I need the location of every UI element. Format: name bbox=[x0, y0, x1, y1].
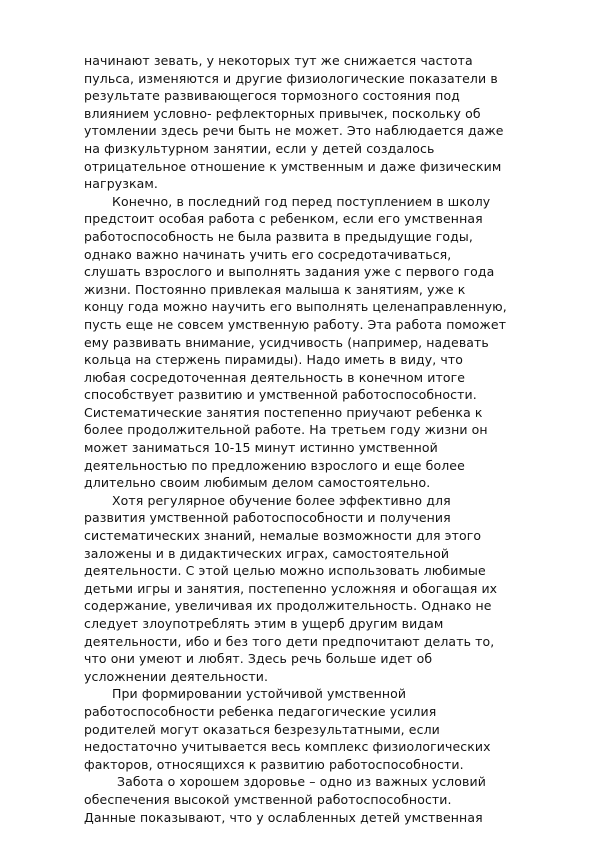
text-line: кольца на стержень пирамиды). Надо иметь в виду, что bbox=[84, 352, 464, 368]
text-line: концу года можно научить его выполнять целенаправленную, bbox=[84, 299, 507, 315]
text-line: длительно своим любимым делом самостоятельно. bbox=[84, 475, 431, 491]
text-line: Систематические занятия постепенно приучают ребенка к bbox=[84, 404, 483, 420]
text-line: пульса, изменяются и другие физиологические показатели в bbox=[84, 70, 498, 86]
paragraph-first-line: Забота о хорошем здоровье – одно из важных условий bbox=[117, 774, 486, 790]
text-line: любая сосредоточенная деятельность в конечном итоге bbox=[84, 369, 466, 385]
text-line: на физкультурном занятии, если у детей создалось bbox=[84, 140, 435, 156]
text-line: жизни. Постоянно привлекая малыша к занятиям, уже к bbox=[84, 281, 466, 297]
text-line: что они умеют и любят. Здесь речь больше идет об bbox=[84, 651, 433, 667]
text-line: предстоит особая работа с ребенком, если его умственная bbox=[84, 211, 483, 227]
text-line: детьми игры и занятия, постепенно усложняя и обогащая их bbox=[84, 580, 498, 596]
text-line: следует злоупотреблять этим в ущерб другим видам bbox=[84, 616, 444, 631]
text-line: содержание, увеличивая их продолжительность. Однако не bbox=[84, 598, 492, 614]
text-line: усложнении деятельности. bbox=[84, 668, 269, 684]
text-line: однако важно начинать учить его сосредотачиваться, bbox=[84, 246, 452, 262]
text-line: отрицательное отношение к умственным и даже физическим bbox=[84, 158, 502, 174]
text-line: начинают зевать, у некоторых тут же снижается частота bbox=[84, 53, 473, 68]
text-line: пусть еще не совсем умственную работу. Эта работа поможет bbox=[84, 316, 507, 332]
text-line: слушать взрослого и выполнять задания уже с первого года bbox=[84, 264, 495, 280]
text-line: недостаточно учитывается весь комплекс физиологических bbox=[84, 739, 491, 755]
paragraph-first-line: Хотя регулярное обучение более эффективно для bbox=[112, 492, 451, 508]
text-line: родителей могут оказаться безрезультатными, если bbox=[84, 721, 440, 737]
text-line: нагрузкам. bbox=[84, 176, 158, 192]
paragraph-first-line: Конечно, в последний год перед поступлением в школу bbox=[112, 193, 491, 209]
text-line: может заниматься 10-15 минут истинно умственной bbox=[84, 440, 438, 456]
text-line: ему развивать внимание, усидчивость (например, надевать bbox=[84, 334, 489, 350]
text-line: обеспечения высокой умственной работоспособности. bbox=[84, 791, 452, 807]
text-line: влиянием условно- рефлекторных привычек, поскольку об bbox=[84, 105, 481, 121]
text-line: систематических знаний, немалые возможности для этого bbox=[84, 528, 482, 544]
text-line: деятельности. С этой целью можно использовать любимые bbox=[84, 563, 486, 579]
text-line: работоспособности ребенка педагогические усилия bbox=[84, 703, 437, 719]
text-line: способствует развитию и умственной работоспособности. bbox=[84, 387, 477, 403]
text-line: результате развивающегося тормозного состояния под bbox=[84, 88, 460, 104]
text-line: более продолжительной работе. На третьем году жизни он bbox=[84, 422, 488, 438]
text-line: работоспособность не была развита в предыдущие годы, bbox=[84, 228, 473, 244]
text-line: заложены и в дидактических играх, самостоятельной bbox=[84, 545, 450, 561]
text-line: факторов, относящихся к развитию работоспособности. bbox=[84, 756, 464, 772]
text-line: Данные показывают, что у ослабленных детей умственная bbox=[84, 809, 483, 825]
text-line: развития умственной работоспособности и получения bbox=[84, 510, 451, 526]
text-line: утомлении здесь речи быть не может. Это наблюдается даже bbox=[84, 123, 504, 139]
text-line: деятельности, ибо и без того дети предпочитают делать то, bbox=[84, 633, 495, 649]
text-line: деятельностью по предложению взрослого и еще более bbox=[84, 457, 465, 473]
body-text bbox=[84, 52, 544, 826]
paragraph-first-line: При формировании устойчивой умственной bbox=[112, 686, 407, 702]
